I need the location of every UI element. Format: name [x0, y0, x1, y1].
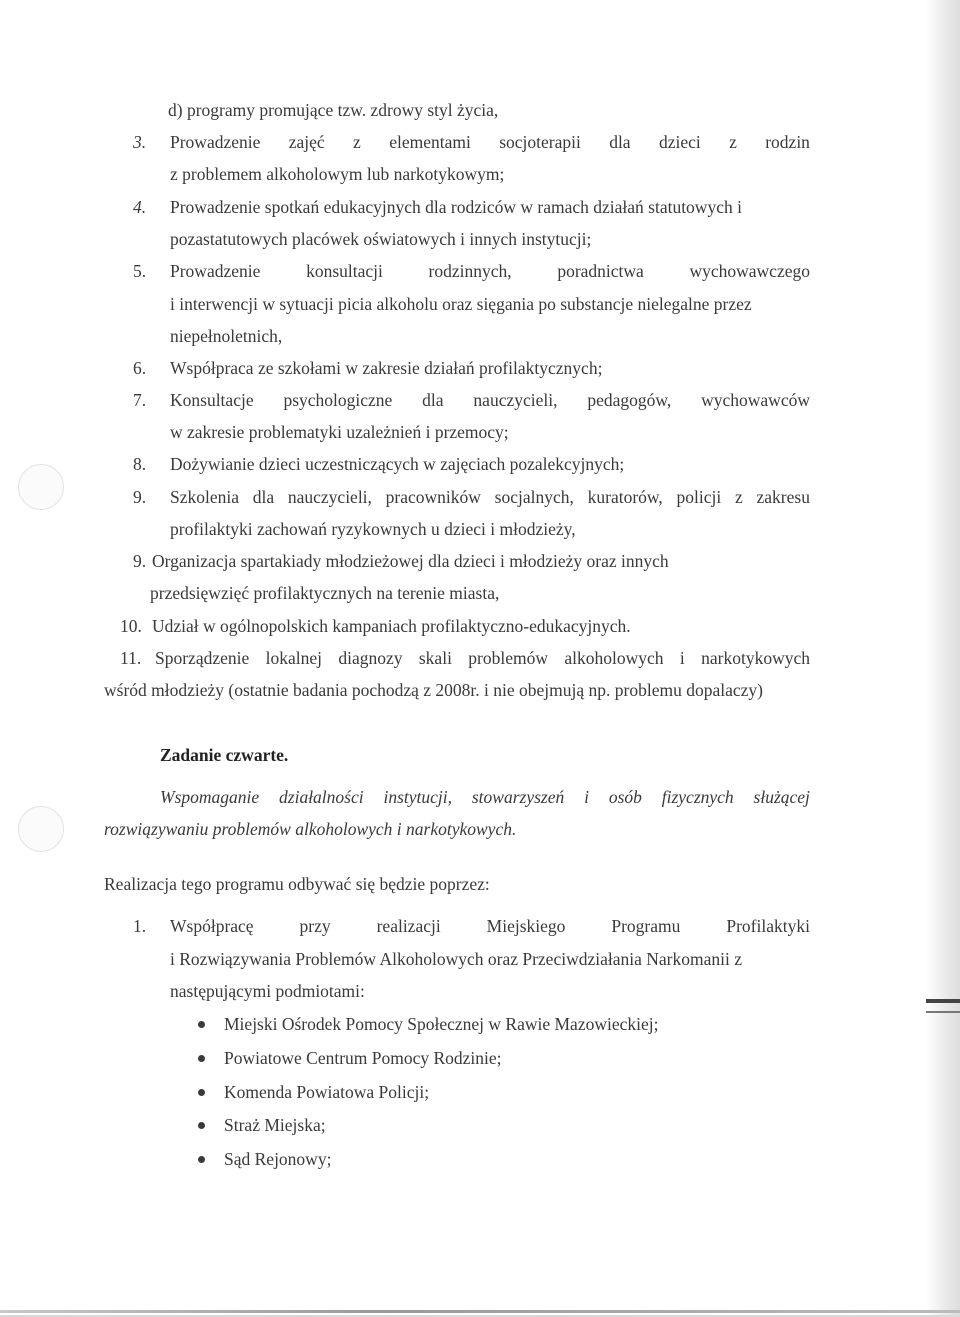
list-number: 8.	[133, 454, 147, 474]
punch-hole-mark	[18, 464, 64, 510]
list-item-line: następującymi podmiotami:	[170, 981, 365, 1001]
bullet-item: Komenda Powiatowa Policji;	[224, 1082, 430, 1102]
list-number: 9.	[133, 487, 147, 507]
section-heading: Zadanie czwarte.	[160, 745, 289, 765]
list-item-line: Dożywianie dzieci uczestniczących w zajęciach pozalekcyjnych;	[170, 454, 625, 474]
bullet-dot	[198, 1055, 205, 1062]
scan-bottom-edge	[0, 1310, 960, 1313]
list-number: 3.	[133, 132, 147, 152]
bullet-item: Sąd Rejonowy;	[224, 1149, 332, 1169]
list-item-line: Organizacja spartakiady młodzieżowej dla dzieci i młodzieży oraz innych	[152, 551, 669, 571]
list-number: 5.	[133, 261, 147, 281]
list-item-line: Udział w ogólnopolskich kampaniach profilaktyczno-edukacyjnych.	[152, 616, 631, 636]
list-item-line: profilaktyki zachowań ryzykownych u dzieci i młodzieży,	[170, 519, 576, 539]
bullet-dot	[198, 1021, 205, 1028]
list-item-line: Prowadzenie spotkań edukacyjnych dla rodziców w ramach działań statutowych i	[170, 197, 742, 217]
list-item-line: wśród młodzieży (ostatnie badania pochodzą z 2008r. i nie obejmują np. problemu dopalaczy)	[104, 680, 763, 700]
list-item-line: Sporządzenie lokalnej diagnozy skali problemów alkoholowych i narkotykowych	[155, 648, 810, 668]
list-number: 6.	[133, 358, 147, 378]
list-item-line: Szkolenia dla nauczycieli, pracowników socjalnych, kuratorów, policji z zakresu	[170, 487, 810, 507]
list-item-line: Prowadzenie konsultacji rodzinnych, poradnictwa wychowawczego	[170, 261, 810, 281]
list-item-line: Współpracę przy realizacji Miejskiego Programu Profilaktyki	[170, 916, 810, 936]
list-item-line: Prowadzenie zajęć z elementami socjoterapii dla dzieci z rodzin	[170, 132, 810, 152]
list-item-line: i interwencji w sytuacji picia alkoholu oraz sięgania po substancje nielegalne przez	[170, 294, 752, 314]
scan-shadow-edge	[926, 0, 960, 1317]
bullet-item: Miejski Ośrodek Pomocy Społecznej w Rawie Mazowieckiej;	[224, 1014, 659, 1034]
list-number: 7.	[133, 390, 147, 410]
list-number: 4.	[133, 197, 147, 217]
list-item-line: Konsultacje psychologiczne dla nauczycieli, pedagogów, wychowawców	[170, 390, 810, 410]
list-item-line: Współpraca ze szkołami w zakresie działań profilaktycznych;	[170, 358, 603, 378]
section-intro: Realizacja tego programu odbywać się będzie poprzez:	[104, 874, 490, 894]
list-number: 11.	[120, 648, 142, 668]
punch-hole-mark	[18, 806, 64, 852]
list-item-line: d) programy promujące tzw. zdrowy styl życia,	[168, 100, 499, 120]
scan-edge-mark	[926, 1011, 960, 1013]
list-item-line: w zakresie problematyki uzależnień i przemocy;	[170, 422, 509, 442]
bullet-dot	[198, 1122, 205, 1129]
list-number: 10.	[120, 616, 142, 636]
list-item-line: i Rozwiązywania Problemów Alkoholowych oraz Przeciwdziałania Narkomanii z	[170, 949, 742, 969]
list-item-line: przedsięwzięć profilaktycznych na terenie miasta,	[150, 583, 500, 603]
list-item-line: pozastatutowych placówek oświatowych i innych instytucji;	[170, 229, 592, 249]
list-item-line: niepełnoletnich,	[170, 326, 283, 346]
scan-edge-mark	[926, 999, 960, 1003]
list-number: 1.	[133, 916, 147, 936]
bullet-item: Straż Miejska;	[224, 1115, 326, 1135]
section-subtitle-line: Wspomaganie działalności instytucji, stowarzyszeń i osób fizycznych służącej	[160, 787, 810, 807]
list-number: 9.	[133, 551, 147, 571]
section-subtitle-line: rozwiązywaniu problemów alkoholowych i narkotykowych.	[104, 819, 517, 839]
bullet-dot	[198, 1156, 205, 1163]
bullet-item: Powiatowe Centrum Pomocy Rodzinie;	[224, 1048, 502, 1068]
bullet-dot	[198, 1089, 205, 1096]
list-item-line: z problemem alkoholowym lub narkotykowym;	[170, 164, 505, 184]
